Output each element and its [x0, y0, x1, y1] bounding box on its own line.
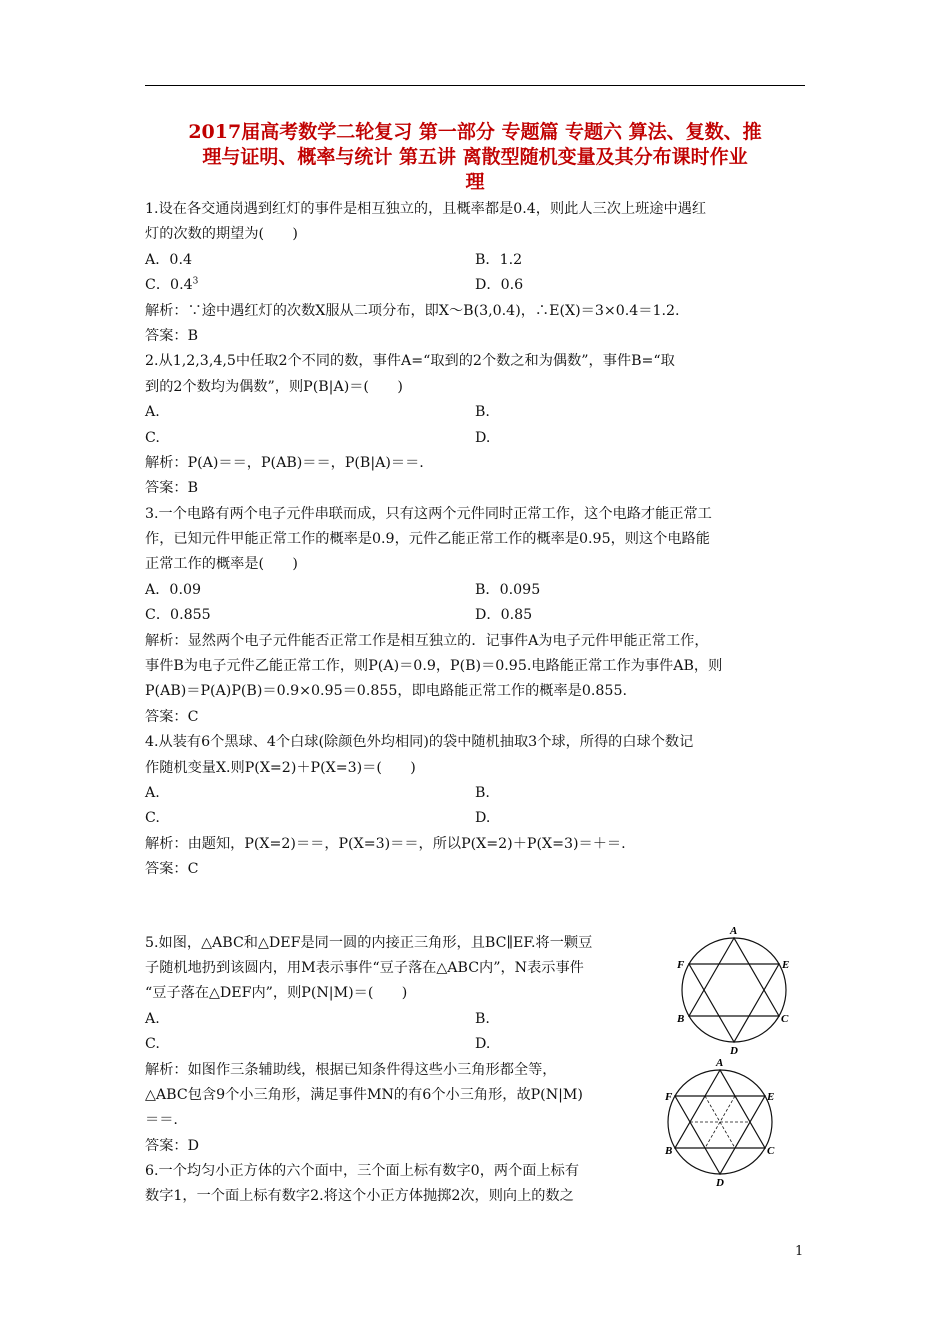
- q3-analysis-3: P(AB)＝P(A)P(B)＝0.9×0.95＝0.855，即电路能正常工作的概率是0.855.: [145, 683, 627, 700]
- q1-option-c: [145, 273, 475, 298]
- q5-option-b: B.: [475, 1010, 490, 1027]
- q1-options-cd: [145, 273, 805, 298]
- q2-stem-1: 2.从1,2,3,4,5中任取2个不同的数，事件A=“取到的2个数之和为偶数”，事件B=“取: [145, 353, 675, 370]
- q5-analysis-3: ＝＝.: [145, 1112, 178, 1129]
- q3-analysis-1: 解析：显然两个电子元件能否正常工作是相互独立的．记事件A为电子元件甲能正常工作，: [145, 632, 709, 649]
- q1-options-ab: [145, 248, 805, 273]
- q2-analysis: 解析：P(A)＝＝，P(AB)＝＝，P(B|A)＝＝.: [145, 454, 424, 471]
- q4-stem-1: 4.从装有6个黑球、4个白球(除颜色外均相同)的袋中随机抽取3个球，所得的白球个数记: [145, 734, 694, 751]
- fig1-label-f: F: [677, 959, 685, 971]
- q3-option-b: B．0.095: [475, 581, 541, 598]
- fig2-label-e: E: [767, 1091, 775, 1103]
- q4-answer: 答案：C: [145, 861, 199, 878]
- q3-options-cd: [145, 603, 805, 628]
- q2-answer: 答案：B: [145, 480, 198, 497]
- fig1-label-b: B: [677, 1013, 685, 1025]
- q5-option-d: D.: [475, 1036, 491, 1053]
- q4-options-cd: [145, 806, 805, 831]
- q3-option-c: C．0.855: [145, 607, 211, 624]
- q1-stem-1: 1.设在各交通岗遇到红灯的事件是相互独立的，且概率都是0.4，则此人三次上班途中遇红: [145, 201, 707, 217]
- page-title: [140, 120, 810, 195]
- fig1-label-a: A: [730, 925, 738, 937]
- q3-analysis-2: 事件B为电子元件乙能正常工作，则P(A)＝0.9，P(B)＝0.95.电路能正常工作为事件AB，则: [145, 658, 723, 675]
- q2-option-a: A.: [145, 404, 160, 421]
- title-line-3: 理: [465, 171, 485, 193]
- q4-stem-2: 作随机变量X.则P(X=2)＋P(X=3)＝( ): [145, 759, 416, 776]
- q5-analysis-1: 解析：如图作三条辅助线，根据已知条件得这些小三角形都全等，: [145, 1061, 557, 1078]
- q4-option-d: D.: [475, 810, 491, 827]
- q4-options-ab: [145, 781, 805, 806]
- q2-options-cd: [145, 426, 805, 451]
- q6-stem-2: 数字1，一个面上标有数字2.将这个小正方体抛掷2次，则向上的数之: [145, 1188, 574, 1205]
- fig2-label-d: D: [716, 1177, 724, 1189]
- q2-stem-2: 到的2个数均为偶数”，则P(B|A)＝( ): [145, 378, 403, 395]
- q5-stem-1: 5.如图，△ABC和△DEF是同一圆的内接正三角形，且BC∥EF.将一颗豆: [145, 934, 593, 951]
- q3-options-ab: [145, 578, 805, 603]
- q3-option-d: D．0.85: [475, 607, 533, 624]
- hexagram-figure-2: [656, 1054, 786, 1190]
- q5-option-c: C.: [145, 1036, 160, 1053]
- q2-option-c: C.: [145, 429, 160, 446]
- fig2-label-a: A: [716, 1057, 724, 1069]
- q2-option-b: B.: [475, 404, 490, 421]
- q5-answer: 答案：D: [145, 1137, 199, 1154]
- q4-option-c: C.: [145, 810, 160, 827]
- q3-stem-2: 作，已知元件甲能正常工作的概率是0.9，元件乙能正常工作的概率是0.95，则这个电路能: [145, 531, 710, 548]
- q5-stem-3: “豆子落在△DEF内”，则P(N|M)＝( ): [145, 985, 408, 1002]
- q1-option-c-base: C．0.4: [145, 277, 193, 294]
- q5-option-a: A.: [145, 1010, 160, 1027]
- q1-answer: 答案：B: [145, 327, 198, 344]
- q2-options-ab: [145, 400, 805, 425]
- q5-stem-2: 子随机地扔到该圆内，用M表示事件“豆子落在△ABC内”，N表示事件: [145, 959, 584, 976]
- q3-answer: 答案：C: [145, 708, 199, 725]
- q1-option-c-exponent: 3: [192, 276, 199, 287]
- q6-stem-1: 6.一个均匀小正方体的六个面中，三个面上标有数字0，两个面上标有: [145, 1163, 580, 1180]
- q1-option-d: D．0.6: [475, 277, 524, 294]
- q4-option-a: A.: [145, 784, 160, 801]
- q1-analysis: 解析：∵途中遇红灯的次数X服从二项分布，即X～B(3,0.4)，∴E(X)＝3×0.4＝1.2.: [145, 302, 680, 319]
- q2-option-d: D.: [475, 429, 491, 446]
- q3-stem-1: 3.一个电路有两个电子元件串联而成，只有这两个元件同时正常工作，这个电路才能正常工: [145, 505, 712, 522]
- fig2-label-b: B: [665, 1145, 673, 1157]
- q3-stem-3: 正常工作的概率是( ): [145, 556, 298, 573]
- hexagram-figure-1: [670, 922, 800, 1058]
- q4-option-b: B.: [475, 784, 490, 801]
- q3-option-a: A．0.09: [145, 581, 202, 598]
- header-rule: [145, 85, 805, 86]
- title-line-2: 理与证明、概率与统计 第五讲 离散型随机变量及其分布课时作业: [202, 146, 748, 168]
- q1-option-b: B．1.2: [475, 251, 523, 268]
- page-number: 1: [795, 1244, 804, 1259]
- q5-analysis-2: △ABC包含9个小三角形，满足事件MN的有6个小三角形，故P(N|M): [145, 1086, 583, 1103]
- fig1-label-e: E: [782, 959, 790, 971]
- q1-option-a: A．0.4: [145, 251, 192, 268]
- title-line-1: 2017届高考数学二轮复习 第一部分 专题篇 专题六 算法、复数、推: [188, 121, 762, 143]
- q1-stem-2: 灯的次数的期望为( ): [145, 226, 298, 243]
- q4-analysis: 解析：由题知，P(X=2)＝＝，P(X=3)＝＝，所以P(X=2)＋P(X=3)＝＋＝.: [145, 835, 626, 852]
- fig2-label-f: F: [665, 1091, 673, 1103]
- fig1-label-c: C: [781, 1013, 789, 1025]
- fig1-label-d: D: [730, 1045, 738, 1057]
- fig2-label-c: C: [767, 1145, 775, 1157]
